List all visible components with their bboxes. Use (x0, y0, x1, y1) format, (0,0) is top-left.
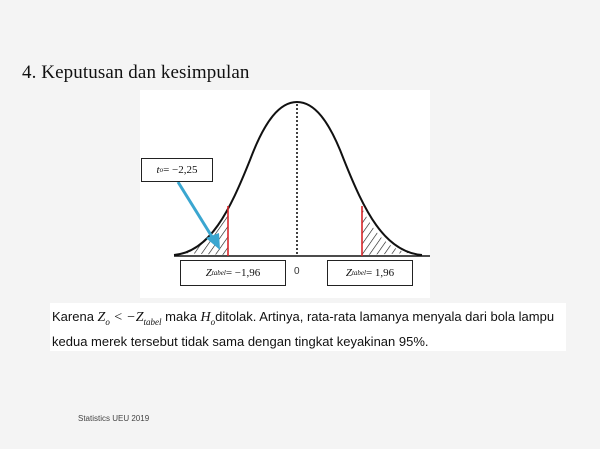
left-rejection-region (180, 208, 228, 255)
t-statistic-label: t o = −2,25 (141, 158, 213, 182)
z-critical-left-label: Z tabel = −1,96 (180, 260, 286, 286)
test-statistic-arrow (178, 182, 214, 240)
normal-curve-figure (140, 90, 430, 298)
slide-footer: Statistics UEU 2019 (78, 414, 150, 423)
conclusion-text: Karena $Z_o < -Z_{tabel}$ maka $H_oditolak$. Artinya, rata-rata lamanya menyala dari bola lampu kedua merek tersebut tidak sama dengan tingkat keyakinan 95%. (50, 303, 566, 351)
center-zero-label: 0 (294, 266, 300, 277)
math-ho: $H_o$ (200, 310, 216, 327)
z-critical-right-label: Z tabel = 1,96 (327, 260, 413, 286)
math-zo: $Z_o < -Z_{tabel}$ (97, 310, 162, 327)
slide-heading: 4. Keputusan dan kesimpulan (22, 62, 250, 83)
